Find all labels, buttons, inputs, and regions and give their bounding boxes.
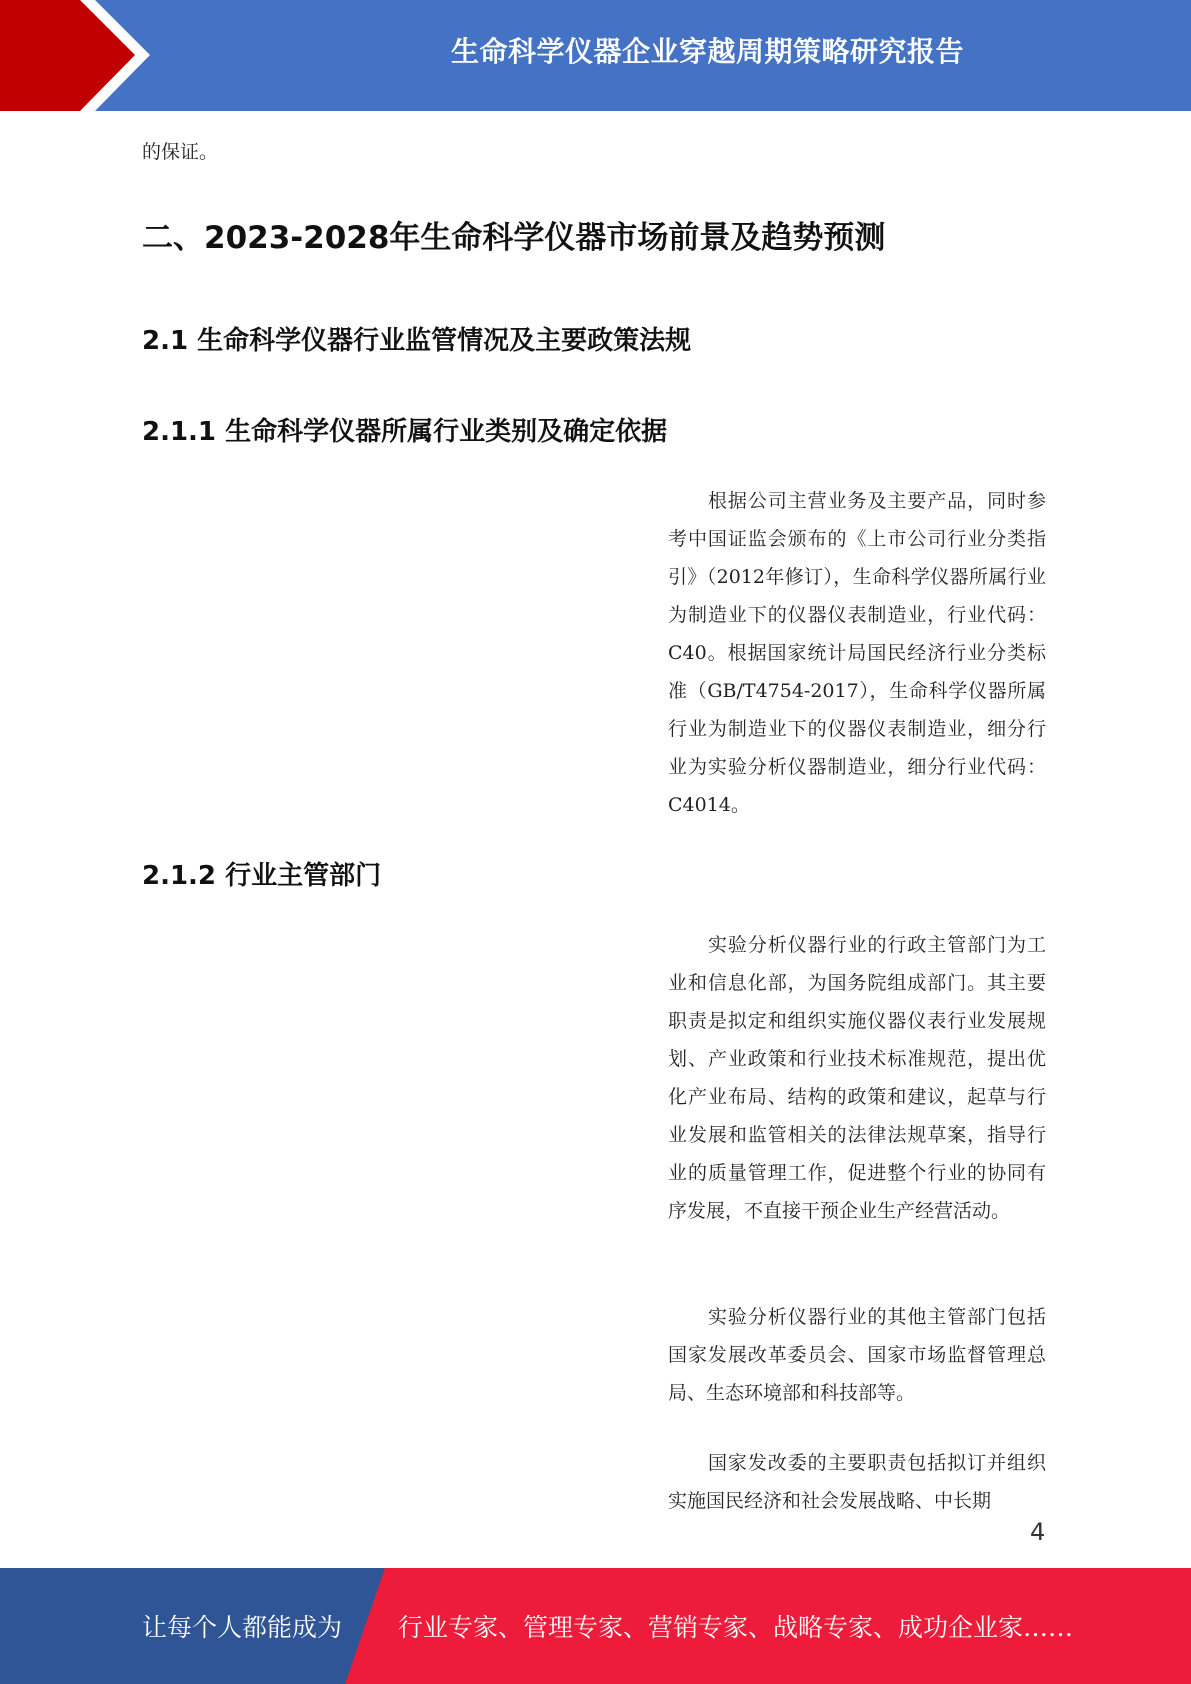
subsection-heading-2-1-1: 2.1.1 生命科学仪器所属行业类别及确定依据 <box>142 417 668 447</box>
paragraph-ndrc: 国家发改委的主要职责包括拟订并组织实施国民经济和社会发展战略、中长期 <box>668 1452 1046 1512</box>
paragraph-other-regulators: 实验分析仪器行业的其他主管部门包括国家发展改革委员会、国家市场监督管理总局、生态环境部和科技部等。 <box>668 1306 1046 1404</box>
subsection-heading-2-1-2: 2.1.2 行业主管部门 <box>142 861 382 891</box>
page-footer <box>0 1568 1191 1684</box>
page-header <box>0 0 1191 111</box>
paragraph-industry-category: 根据公司主营业务及主要产品，同时参考中国证监会颁布的《上市公司行业分类指引》（2012年修订），生命科学仪器所属行业为制造业下的仪器仪表制造业，行业代码：C40。根据国家统计局国民经济行业分类标准（GB/T4754-2017），生命科学仪器所属行业为制造业下的仪器仪表制造业，细分行业为实验分析仪器制造业，细分行业代码：C4014。 <box>668 490 1046 816</box>
continuation-text: 的保证。 <box>142 141 219 163</box>
paragraph-regulator: 实验分析仪器行业的行政主管部门为工业和信息化部，为国务院组成部门。其主要职责是拟定和组织实施仪器仪表行业发展规划、产业政策和行业技术标准规范，提出优化产业布局、结构的政策和建议，起草与行业发展和监管相关的法律法规草案，指导行业的质量管理工作，促进整个行业的协同有序发展，不直接干预企业生产经营活动。 <box>668 934 1046 1222</box>
page-number: 4 <box>1030 1518 1046 1546</box>
footer-slogan-right: 行业专家、管理专家、营销专家、战略专家、成功企业家…… <box>398 1613 1074 1642</box>
report-title: 生命科学仪器企业穿越周期策略研究报告 <box>450 35 964 68</box>
section-heading: 二、2023-2028年生命科学仪器市场前景及趋势预测 <box>142 220 886 256</box>
subsection-heading-2-1: 2.1 生命科学仪器行业监管情况及主要政策法规 <box>142 326 692 356</box>
footer-slogan-left: 让每个人都能成为 <box>142 1613 343 1642</box>
